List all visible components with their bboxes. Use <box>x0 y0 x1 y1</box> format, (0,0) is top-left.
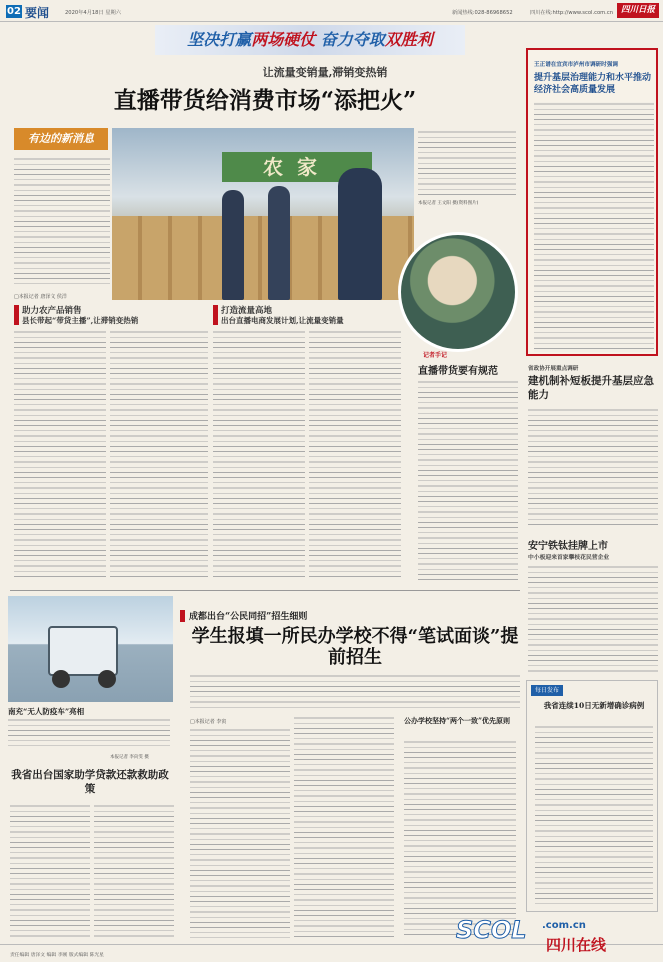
scol-logo-text: SCOL <box>456 916 527 944</box>
banner-part-2: 两场硬仗 <box>251 30 316 49</box>
loan-title: 我省出台国家助学贷款还款救助政策 <box>11 769 169 795</box>
lead-intro-text <box>14 157 110 285</box>
daily-release-panel <box>526 680 658 912</box>
sub2-deck: 出台直播电商发展计划,让流量变销量 <box>221 316 344 325</box>
photo-person-1 <box>222 190 244 300</box>
school-headline: 学生报填一所民办学校不得“笔试面谈”提前招生 <box>191 626 519 668</box>
newspaper-logo: 四川日报 <box>617 3 659 18</box>
photo-person-3 <box>338 168 382 300</box>
school-side-title: 公办学校坚持“两个一致”优先原则 <box>404 716 511 725</box>
sub2-body-col1 <box>213 330 305 580</box>
robot-vehicle <box>48 626 118 676</box>
scol-logo <box>456 914 656 958</box>
sub1-body-col2 <box>110 330 208 580</box>
robot-credit: 本报记者 李向雯 摄 <box>110 755 149 760</box>
right-box-title: 提升基层治理能力和水平推动经济社会高质量发展 <box>534 73 652 95</box>
lead-photo-caption-credit: 本报记者 王文阳 摄(资料图片) <box>418 201 479 206</box>
school-side-body <box>404 740 516 938</box>
inset-photo-circle <box>398 232 518 352</box>
school-byline: □本报记者 李寅 <box>190 719 227 725</box>
section-name: 要闻 <box>25 6 50 20</box>
lead-byline: □本报记者 唐泽文 侯洋 <box>14 294 67 300</box>
banner-part-3: 奋力夺取 <box>320 30 385 49</box>
sub2-marker <box>213 305 218 325</box>
campaign-banner <box>155 25 465 55</box>
right-low-deck: 中小板迎来首家攀枝花民营企业 <box>528 555 610 561</box>
page-number-badge: 02 <box>7 6 21 17</box>
scol-logo-domain: .com.cn <box>542 920 586 931</box>
photo-person-2 <box>268 186 290 300</box>
right-low-body <box>528 565 658 673</box>
right-box-kicker: 王正谱在宜宾市泸州市调研时强调 <box>534 62 618 68</box>
robot-title: 南充“无人防疫车”亮相 <box>8 707 85 716</box>
photo-banner-sign: 农家 <box>222 152 372 182</box>
robot-wheel-1 <box>52 670 70 688</box>
right-feature-box <box>526 48 658 356</box>
sub1-deck: 县长带起“带货主播”,让滞销变热销 <box>22 316 139 325</box>
lead-photo-livestream <box>112 128 414 300</box>
school-marker <box>180 610 185 622</box>
right-low-title: 安宁铁钛挂牌上市 <box>528 541 608 552</box>
robot-photo <box>8 596 173 702</box>
sub1-body-col1 <box>14 330 106 580</box>
daily-release-body <box>535 725 653 905</box>
right-mid-body <box>528 408 658 528</box>
banner-part-1: 坚决打赢 <box>187 30 252 49</box>
sub3-title: 直播带货要有规范 <box>418 366 498 377</box>
right-box-body <box>534 102 654 352</box>
school-summary <box>190 674 520 708</box>
robot-wheel-2 <box>98 670 116 688</box>
lead-headline: 直播带货给消费市场“添把火” <box>113 87 417 114</box>
daily-release-title: 我省连续10日无新增确诊病例 <box>543 701 645 710</box>
loan-body-col1 <box>10 804 90 938</box>
loan-body-col2 <box>94 804 174 938</box>
scol-logo-cn: 四川在线 <box>546 936 607 954</box>
right-mid-kicker: 省政协开展重点调研 <box>528 366 579 372</box>
issue-date: 2020年4月18日 星期六 <box>65 10 121 16</box>
school-body-col2 <box>294 716 394 938</box>
banner-part-4: 双胜利 <box>384 30 433 49</box>
school-body-col1 <box>190 728 290 938</box>
lead-kicker: 让流量变销量,滞销变热销 <box>262 66 388 79</box>
sub2-body-col2 <box>309 330 401 580</box>
right-mid-title: 建机制补短板提升基层应急能力 <box>528 375 654 401</box>
school-kicker: 成都出台“公民同招”招生细则 <box>189 612 308 622</box>
sub2-title: 打造流量高地 <box>221 306 273 316</box>
lead-label: 有边的新消息 <box>14 128 108 150</box>
sub3-tag: 记者手记 <box>423 352 448 359</box>
news-hotline: 新闻热线:028-86968652 <box>452 10 513 16</box>
sub1-title: 助力农产品销售 <box>22 306 82 316</box>
editors-credit: 责任编辑 唐泽文 编辑 李刚 版式编辑 陈光星 <box>10 953 104 958</box>
sub3-body <box>418 380 518 580</box>
daily-release-tag: 每日发布 <box>531 685 563 696</box>
divider-lead-bottom <box>10 590 520 591</box>
website-address: 四川在线:http://www.scol.com.cn <box>530 10 613 16</box>
sub1-marker <box>14 305 19 325</box>
lead-photo-caption-text <box>418 130 516 196</box>
page-header <box>0 0 663 22</box>
robot-caption <box>8 718 170 746</box>
